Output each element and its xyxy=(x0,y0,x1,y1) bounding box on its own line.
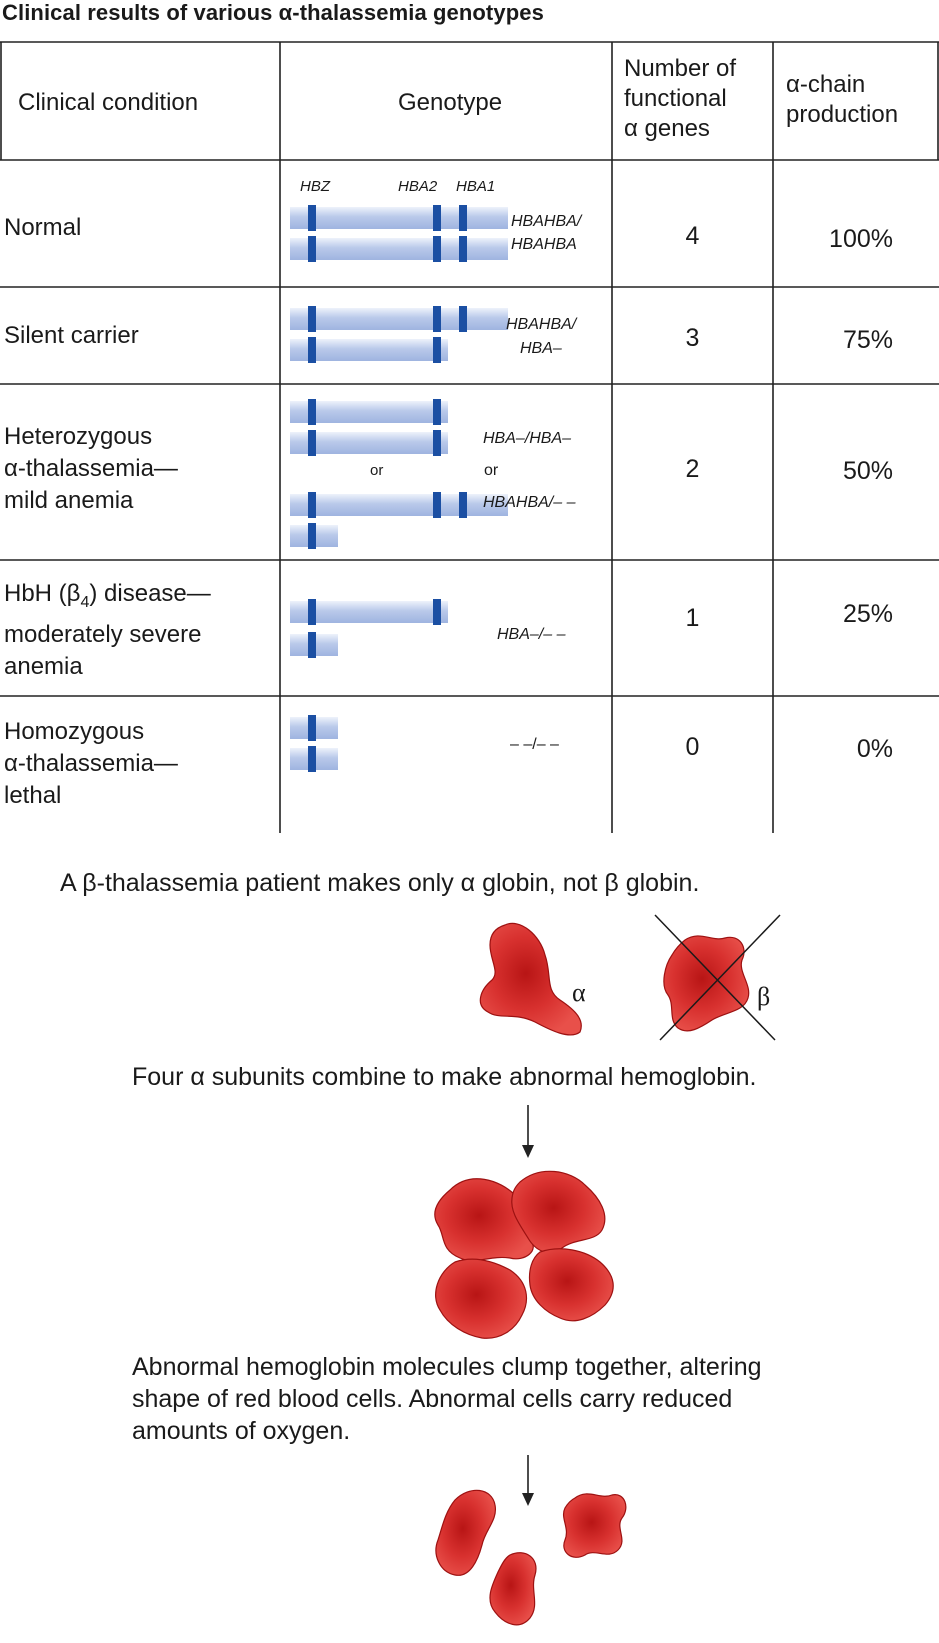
gene-label-hba2: HBA2 xyxy=(398,178,438,195)
row-heterozygous-or-diagram: or xyxy=(370,462,384,479)
row-hbh-genotype: HBA–/– – xyxy=(497,626,566,643)
beta-label: β xyxy=(757,982,771,1011)
chromosome-pair-homozygous xyxy=(290,715,338,772)
row-heterozygous-condition: Heterozygous α-thalassemia— mild anemia xyxy=(4,423,178,514)
header-alpha-chain-production: α-chain production xyxy=(786,71,899,128)
alpha-label: α xyxy=(572,978,586,1007)
row-homozygous-functional: 0 xyxy=(685,733,700,761)
row-hbh-functional: 1 xyxy=(685,604,700,632)
row-normal-production: 100% xyxy=(829,225,893,253)
alpha-tetramer-clump xyxy=(435,1171,613,1338)
row-silent-genotype-2: HBA– xyxy=(520,340,562,357)
row-heterozygous-functional: 2 xyxy=(685,455,700,483)
row-heterozygous-production: 50% xyxy=(842,457,893,485)
header-genotype: Genotype xyxy=(398,89,503,116)
row-silent-condition: Silent carrier xyxy=(4,322,139,349)
row-heterozygous-genotype-or: or xyxy=(484,462,499,479)
chromosome-pair-heterozygous xyxy=(290,399,508,549)
figure-title: Clinical results of various α-thalassemia genotypes xyxy=(2,0,544,25)
deformed-red-blood-cells xyxy=(436,1490,626,1625)
row-homozygous-condition: Homozygous α-thalassemia— lethal xyxy=(4,718,178,809)
row-hbh-condition: HbH $(\beta_4)$ disease— moderately severe anemia xyxy=(4,580,211,680)
row-silent-production: 75% xyxy=(842,326,893,354)
chromosome-pair-hbh xyxy=(290,599,448,658)
row-silent-genotype-1: HBAHBA/ xyxy=(506,316,577,333)
flow-step-2: Four α subunits combine to make abnormal hemoglobin. xyxy=(132,1063,757,1091)
row-normal-condition: Normal xyxy=(4,214,82,241)
alpha-globin-cell xyxy=(480,923,581,1035)
row-homozygous-genotype: – –/– – xyxy=(510,736,559,753)
gene-label-hba1: HBA1 xyxy=(456,178,496,195)
arrow-down-1 xyxy=(522,1105,534,1158)
gene-label-hbz: HBZ xyxy=(300,178,330,195)
beta-globin-cell-crossed xyxy=(655,915,780,1040)
row-normal-genotype-1: HBAHBA/ xyxy=(511,213,582,230)
row-homozygous-production: 0% xyxy=(856,735,893,763)
row-normal-functional: 4 xyxy=(685,222,700,250)
chromosome-pair-normal xyxy=(290,205,508,262)
row-heterozygous-genotype-2: HBAHBA/– – xyxy=(483,494,576,511)
row-hbh-production: 25% xyxy=(842,600,893,628)
header-clinical-condition: Clinical condition xyxy=(18,89,199,116)
flow-step-1: A β-thalassemia patient makes only α globin, not β globin. xyxy=(60,869,700,897)
row-normal-genotype-2: HBAHBA xyxy=(511,236,577,253)
arrow-down-2 xyxy=(522,1455,534,1506)
chromosome-pair-silent xyxy=(290,306,508,363)
row-heterozygous-genotype-1: HBA–/HBA– xyxy=(483,430,572,447)
row-silent-functional: 3 xyxy=(685,324,700,352)
flow-step-3: Abnormal hemoglobin molecules clump together, altering shape of red blood cells. Abnormal cells carry reduced amounts of oxygen. xyxy=(132,1353,762,1445)
header-functional-genes: Number of functional α genes xyxy=(624,55,737,142)
